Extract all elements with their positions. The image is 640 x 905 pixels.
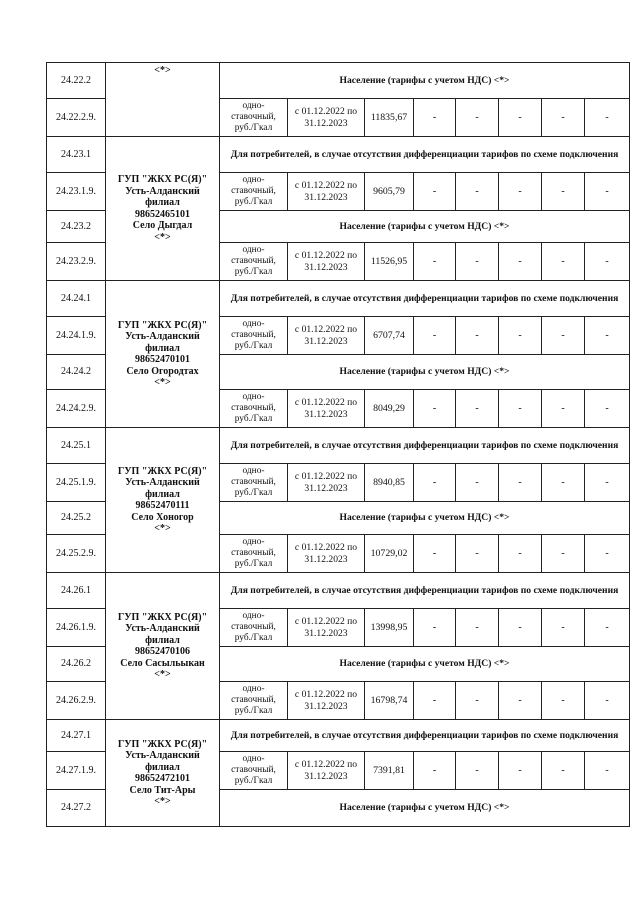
organization-line: филиал	[145, 197, 180, 208]
empty-value: -	[456, 464, 499, 502]
tariff-value: 13998,95	[365, 609, 414, 647]
table-row	[47, 720, 630, 752]
organization-line: Село Сасыльыкан	[120, 657, 205, 669]
tariff-value: 7391,81	[365, 752, 414, 790]
empty-value: -	[456, 243, 499, 281]
organization-line: Село Тит-Ары	[129, 784, 196, 796]
empty-value: -	[414, 752, 456, 790]
organization-line: ГУП "ЖКХ РС(Я)"	[117, 738, 208, 750]
empty-value: -	[456, 317, 499, 355]
rate-type: одно-ставочный, руб./Гкал	[220, 609, 288, 647]
row-code: 24.22.2	[47, 63, 106, 99]
tariff-value: 11526,95	[365, 243, 414, 281]
empty-value: -	[542, 682, 585, 720]
empty-value: -	[585, 609, 630, 647]
empty-value: -	[414, 173, 456, 211]
table-row	[47, 428, 630, 464]
organization-line: Усть-Алданский	[125, 185, 200, 197]
row-code: 24.26.2	[47, 647, 106, 682]
population-header: Население (тарифы с учетом НДС) <*>	[220, 211, 630, 243]
organization-line: Усть-Алданский	[125, 331, 200, 342]
empty-value: -	[585, 390, 630, 428]
row-code: 24.26.2.9.	[47, 682, 106, 720]
row-code: 24.24.1.9.	[47, 317, 106, 355]
row-code: 24.23.2	[47, 211, 106, 243]
row-code: 24.27.1	[47, 720, 106, 752]
empty-value: -	[499, 535, 542, 573]
empty-value: -	[499, 99, 542, 137]
consumers-header: Для потребителей, в случае отсутствия дифференциации тарифов по схеме подключения	[220, 137, 630, 173]
organization-cell	[106, 281, 220, 428]
empty-value: -	[542, 464, 585, 502]
empty-value: -	[585, 243, 630, 281]
row-code: 24.26.1	[47, 573, 106, 609]
validity-period: с 01.12.2022 по 31.12.2023	[288, 752, 365, 790]
empty-value: -	[414, 535, 456, 573]
rate-type: одно-ставочный, руб./Гкал	[220, 317, 288, 355]
organization-cell	[106, 137, 220, 281]
empty-value: -	[542, 535, 585, 573]
empty-value: -	[456, 390, 499, 428]
organization-line: Село Огородтах	[126, 365, 199, 377]
organization-line: Село Хоногор	[131, 511, 194, 523]
row-code: 24.24.2	[47, 355, 106, 390]
empty-value: -	[542, 99, 585, 137]
rate-type: одно-ставочный, руб./Гкал	[220, 99, 288, 137]
empty-value: -	[499, 243, 542, 281]
rate-type: одно-ставочный, руб./Гкал	[220, 682, 288, 720]
organization-line: <*>	[154, 796, 171, 807]
rate-type: одно-ставочный, руб./Гкал	[220, 752, 288, 790]
validity-period: с 01.12.2022 по 31.12.2023	[288, 317, 365, 355]
tariff-value: 6707,74	[365, 317, 414, 355]
organization-line: ГУП "ЖКХ РС(Я)"	[117, 611, 208, 623]
organization-line: <*>	[154, 377, 171, 388]
organization-line: <*>	[154, 669, 171, 680]
empty-value: -	[414, 243, 456, 281]
row-code: 24.23.1.9.	[47, 173, 106, 211]
empty-value: -	[456, 682, 499, 720]
empty-value: -	[414, 99, 456, 137]
organization-line: <*>	[154, 65, 171, 76]
rate-type: одно-ставочный, руб./Гкал	[220, 173, 288, 211]
organization-cell	[106, 63, 220, 137]
organization-line: 98652472101	[135, 773, 190, 784]
row-code: 24.23.2.9.	[47, 243, 106, 281]
validity-period: с 01.12.2022 по 31.12.2023	[288, 464, 365, 502]
empty-value: -	[499, 317, 542, 355]
organization-line: ГУП "ЖКХ РС(Я)"	[117, 174, 208, 185]
empty-value: -	[499, 390, 542, 428]
empty-value: -	[456, 173, 499, 211]
organization-line: филиал	[145, 761, 180, 773]
rate-type: одно-ставочный, руб./Гкал	[220, 464, 288, 502]
organization-line: филиал	[145, 488, 180, 500]
empty-value: -	[414, 609, 456, 647]
row-code: 24.24.2.9.	[47, 390, 106, 428]
consumers-header: Для потребителей, в случае отсутствия дифференциации тарифов по схеме подключения	[220, 573, 630, 609]
validity-period: с 01.12.2022 по 31.12.2023	[288, 390, 365, 428]
row-code: 24.25.2.9.	[47, 535, 106, 573]
population-header: Население (тарифы с учетом НДС) <*>	[220, 502, 630, 535]
empty-value: -	[585, 682, 630, 720]
tariff-value: 8940,85	[365, 464, 414, 502]
row-code: 24.23.1	[47, 137, 106, 173]
table-row	[47, 63, 630, 99]
row-code: 24.22.2.9.	[47, 99, 106, 137]
organization-line: 98652470111	[135, 500, 190, 511]
organization-line: 98652465101	[135, 208, 190, 220]
tariff-value: 11835,67	[365, 99, 414, 137]
empty-value: -	[542, 317, 585, 355]
population-header: Население (тарифы с учетом НДС) <*>	[220, 63, 630, 99]
population-header: Население (тарифы с учетом НДС) <*>	[220, 790, 630, 827]
empty-value: -	[542, 173, 585, 211]
population-header: Население (тарифы с учетом НДС) <*>	[220, 647, 630, 682]
organization-line: <*>	[154, 231, 171, 243]
empty-value: -	[585, 464, 630, 502]
tariff-value: 16798,74	[365, 682, 414, 720]
empty-value: -	[585, 317, 630, 355]
organization-cell	[106, 428, 220, 573]
row-code: 24.25.1	[47, 428, 106, 464]
tariff-value: 9605,79	[365, 173, 414, 211]
empty-value: -	[499, 682, 542, 720]
consumers-header: Для потребителей, в случае отсутствия дифференциации тарифов по схеме подключения	[220, 281, 630, 317]
row-code: 24.25.1.9.	[47, 464, 106, 502]
empty-value: -	[542, 752, 585, 790]
validity-period: с 01.12.2022 по 31.12.2023	[288, 173, 365, 211]
organization-line: филиал	[145, 634, 180, 646]
empty-value: -	[456, 535, 499, 573]
organization-line: Село Дыгдал	[132, 220, 193, 231]
empty-value: -	[456, 752, 499, 790]
organization-line: филиал	[145, 342, 180, 354]
empty-value: -	[585, 99, 630, 137]
empty-value: -	[542, 390, 585, 428]
rate-type: одно-ставочный, руб./Гкал	[220, 390, 288, 428]
validity-period: с 01.12.2022 по 31.12.2023	[288, 99, 365, 137]
empty-value: -	[414, 682, 456, 720]
empty-value: -	[542, 243, 585, 281]
organization-line: 98652470101	[135, 354, 190, 365]
organization-line: Усть-Алданский	[125, 623, 200, 634]
tariff-table	[46, 62, 630, 827]
row-code: 24.27.2	[47, 790, 106, 827]
rate-type: одно-ставочный, руб./Гкал	[220, 535, 288, 573]
empty-value: -	[585, 752, 630, 790]
organization-line: ГУП "ЖКХ РС(Я)"	[117, 319, 208, 331]
organization-line: Усть-Алданский	[125, 477, 200, 488]
organization-cell	[106, 720, 220, 827]
organization-line: <*>	[154, 523, 171, 534]
empty-value: -	[414, 317, 456, 355]
empty-value: -	[414, 390, 456, 428]
organization-line: ГУП "ЖКХ РС(Я)"	[117, 465, 208, 477]
empty-value: -	[499, 464, 542, 502]
empty-value: -	[585, 173, 630, 211]
organization-cell	[106, 573, 220, 720]
empty-value: -	[499, 609, 542, 647]
row-code: 24.24.1	[47, 281, 106, 317]
validity-period: с 01.12.2022 по 31.12.2023	[288, 243, 365, 281]
table-row	[47, 573, 630, 609]
organization-line: 98652470106	[135, 646, 190, 657]
consumers-header: Для потребителей, в случае отсутствия дифференциации тарифов по схеме подключения	[220, 720, 630, 752]
tariff-value: 8049,29	[365, 390, 414, 428]
empty-value: -	[414, 464, 456, 502]
empty-value: -	[542, 609, 585, 647]
population-header: Население (тарифы с учетом НДС) <*>	[220, 355, 630, 390]
consumers-header: Для потребителей, в случае отсутствия дифференциации тарифов по схеме подключения	[220, 428, 630, 464]
rate-type: одно-ставочный, руб./Гкал	[220, 243, 288, 281]
row-code: 24.26.1.9.	[47, 609, 106, 647]
table-row	[47, 137, 630, 173]
table-row	[47, 281, 630, 317]
organization-line: Усть-Алданский	[125, 750, 200, 761]
empty-value: -	[499, 173, 542, 211]
empty-value: -	[585, 535, 630, 573]
empty-value: -	[456, 99, 499, 137]
empty-value: -	[499, 752, 542, 790]
validity-period: с 01.12.2022 по 31.12.2023	[288, 609, 365, 647]
validity-period: с 01.12.2022 по 31.12.2023	[288, 682, 365, 720]
validity-period: с 01.12.2022 по 31.12.2023	[288, 535, 365, 573]
row-code: 24.27.1.9.	[47, 752, 106, 790]
row-code: 24.25.2	[47, 502, 106, 535]
empty-value: -	[456, 609, 499, 647]
tariff-value: 10729,02	[365, 535, 414, 573]
